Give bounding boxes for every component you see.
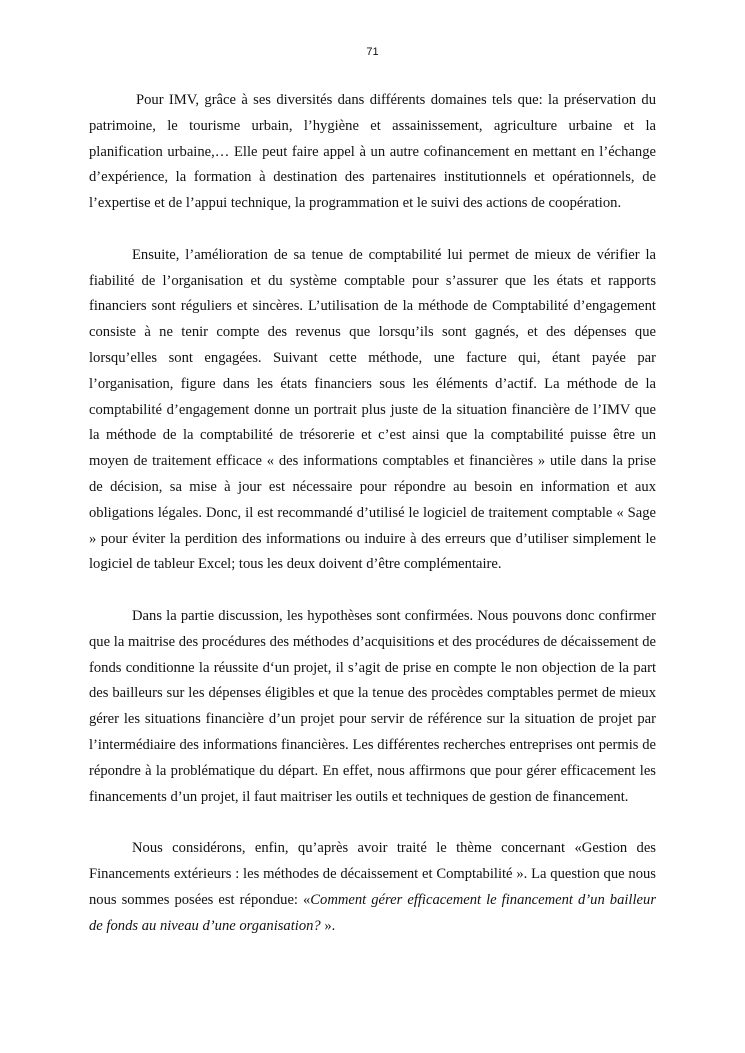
conclusion-text: Nous considérons, enfin, qu’après avoir traité le thème concernant «Gestion des Financements extérieurs : les méthodes de décaissement et Comptabilité ». La question que nous nous sommes posées est répondue: « [89, 840, 656, 908]
paragraph-conclusion [89, 836, 656, 939]
conclusion-question: Comment gérer efficacement le financement d’un bailleur de fonds au niveau d’une organisation? [89, 891, 656, 934]
page-number: 71 [366, 46, 379, 58]
conclusion-closing: ». [324, 917, 336, 934]
paragraph-discussion: Dans la partie discussion, les hypothèses sont confirmées. Nous pouvons donc confirmer que la maitrise des procédures des méthodes d’acquisitions et des procédures de décaissement de fonds conditionne la réussite d‘un projet, il s’agit de prise en compte le non objection de la part des bailleurs sur les dépenses éligibles et que la tenue des procèdes comptables permet de mieux gérer les situations financière d’un projet pour servir de référence sur la situation de projet par l’intermédiaire des informations financières. Les différentes recherches entreprises ont permis de répondre à la problématique du départ. En effet, nous affirmons que pour gérer efficacement les financements d’un projet, il faut maitriser les outils et techniques de gestion de financement. [89, 607, 656, 805]
paragraph-imv-diversity: Pour IMV, grâce à ses diversités dans différents domaines tels que: la préservation du patrimoine, le tourisme urbain, l’hygiène et assainissement, agriculture urbaine et la planification urbaine,… Elle peut faire appel à un autre cofinancement en mettant en l’échange d’expérience, la formation à destination des partenaires institutionnels et opérationnels, de l’expertise et de l’appui technique, la programmation et le suivi des actions de coopération. [89, 92, 656, 212]
body-text [89, 88, 656, 939]
paragraph-accounting-improvement: Ensuite, l’amélioration de sa tenue de comptabilité lui permet de mieux de vérifier la fiabilité de l’organisation et du système comptable pour s’assurer que les états et rapports financiers sont réguliers et sincères. L’utilisation de la méthode de Comptabilité d’engagement consiste à ne tenir compte des revenus que lorsqu’ils sont gagnés, et des dépenses que lorsqu’elles sont engagées. Suivant cette méthode, une facture qui, étant payée par l’organisation, figure dans les états financiers sous les éléments d’actif. La méthode de la comptabilité d’engagement donne un portrait plus juste de la situation financière de l’IMV que la méthode de la comptabilité de trésorerie et c’est ainsi que la comptabilité puisse être un moyen de traitement efficace « des informations comptables et financières » utile dans la prise de décision, sa mise à jour est nécessaire pour répondre au besoin en information et aux obligations légales. Donc, il est recommandé d’utilisé le logiciel de traitement comptable « Sage » pour éviter la perdition des informations ou induire à des erreurs que d’utiliser simplement le logiciel de tableur Excel; tous les deux doivent d’être complémentaire. [89, 246, 656, 573]
